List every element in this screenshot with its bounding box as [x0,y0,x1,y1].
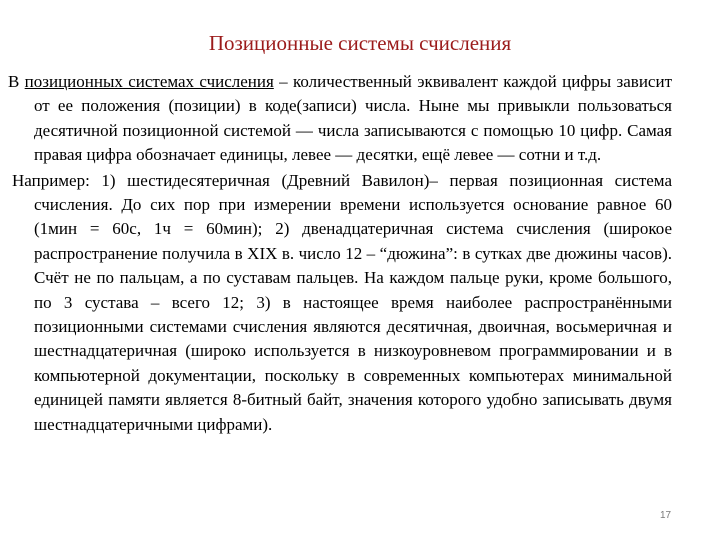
definition-text: – количественный эквивалент каждой цифры зависит от ее положения (позиции) в коде(записи) числа. Ныне мы привыкли пользоваться десятичной позиционной системой — числа записываются с помощью 10 цифр. Самая правая цифра обозначает единицы, левее — десятки, ещё левее — сотни и т.д. [34,72,673,165]
page-number: 17 [660,510,672,521]
slide-body [8,70,672,437]
definition-lead: В [8,72,25,91]
definition-paragraph [8,70,672,168]
examples-paragraph: Например: 1) шестидесятеричная (Древний Вавилон)– первая позиционная система счисления. До сих пор при измерении времени используется основание равное 60 (1мин = 60с, 1ч = 60мин); 2) двенадцатеричная система счисления (широкое распространение получила в XIX в. число 12 – “дюжина”: в сутках две дюжины часов). Счёт не по пальцам, а по суставам пальцев. На каждом пальце руки, кроме большого, по 3 сустава – всего 12; 3) в настоящее время наиболее распространёнными позиционными системами счисления являются десятичная, двоичная, восьмеричная и шестнадцатеричная (широко используется в низкоуровневом программировании и в компьютерной документации, поскольку в современных компьютерах минимальной единицей памяти является 8-битный байт, значения которого удобно записывать двумя шестнадцатеричными цифрами). [12,170,672,434]
definition-term: позиционных системах счисления [24,72,274,91]
slide-title: Позиционные системы счисления [208,31,512,55]
